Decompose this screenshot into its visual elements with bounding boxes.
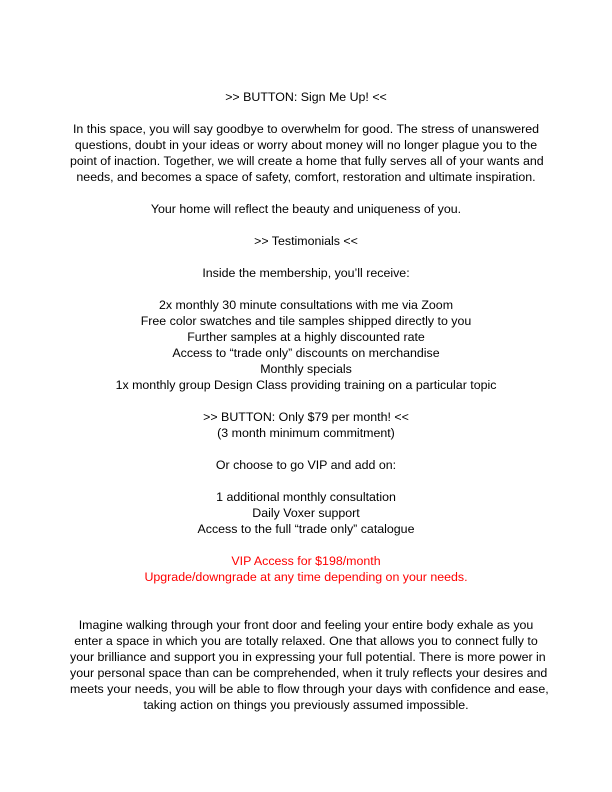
vip-price: VIP Access for $198/month [231, 554, 381, 568]
list-item: Daily Voxer support [252, 506, 360, 520]
closing-line: Imagine walking through your front door and feeling your entire body exhale as you [78, 618, 534, 632]
list-item: 1 additional monthly consultation [216, 490, 396, 504]
vip-list [70, 489, 542, 537]
membership-list [70, 297, 542, 393]
intro-line: point of inaction. Together, we will create a home that fully serves all of your wants and [70, 154, 544, 168]
closing-line: your personal space than can be comprehended, when it truly reflects your desires and [70, 666, 548, 680]
reflect-statement: Your home will reflect the beauty and uniqueness of you. [150, 202, 462, 216]
list-item: Access to “trade only” discounts on merchandise [172, 346, 440, 360]
intro-line: questions, doubt in your ideas or worry about money will no longer plague you to the [74, 138, 538, 152]
intro-line: In this space, you will say goodbye to overwhelm for good. The stress of unanswered [72, 122, 540, 136]
vip-note: Upgrade/downgrade at any time depending on your needs. [144, 570, 468, 584]
intro-paragraph [70, 121, 542, 185]
closing-line: your brilliance and support you in expressing your full potential. There is more power in [70, 650, 546, 664]
closing-line: meets your needs, you will be able to flow through your days with confidence and ease, [70, 682, 549, 696]
closing-line: enter a space in which you are totally relaxed. One that allows you to connect fully to [74, 634, 538, 648]
list-item: Free color swatches and tile samples shipped directly to you [140, 314, 472, 328]
closing-paragraph [70, 617, 549, 713]
list-item: Access to the full “trade only” catalogue [197, 522, 415, 536]
intro-line: needs, and becomes a space of safety, comfort, restoration and ultimate inspiration. [76, 170, 536, 184]
signup-button-placeholder: >> BUTTON: Sign Me Up! << [225, 90, 387, 104]
vip-heading: Or choose to go VIP and add on: [215, 458, 397, 472]
membership-heading: Inside the membership, you’ll receive: [202, 266, 410, 280]
testimonials-placeholder: >> Testimonials << [254, 234, 358, 248]
list-item: Further samples at a highly discounted rate [187, 330, 425, 344]
list-item: Monthly specials [260, 362, 352, 376]
price-button-placeholder: >> BUTTON: Only $79 per month! << [203, 410, 409, 424]
commitment-note: (3 month minimum commitment) [217, 426, 395, 440]
list-item: 1x monthly group Design Class providing training on a particular topic [115, 378, 497, 392]
closing-line: taking action on things you previously assumed impossible. [143, 698, 469, 712]
list-item: 2x monthly 30 minute consultations with me via Zoom [158, 298, 454, 312]
